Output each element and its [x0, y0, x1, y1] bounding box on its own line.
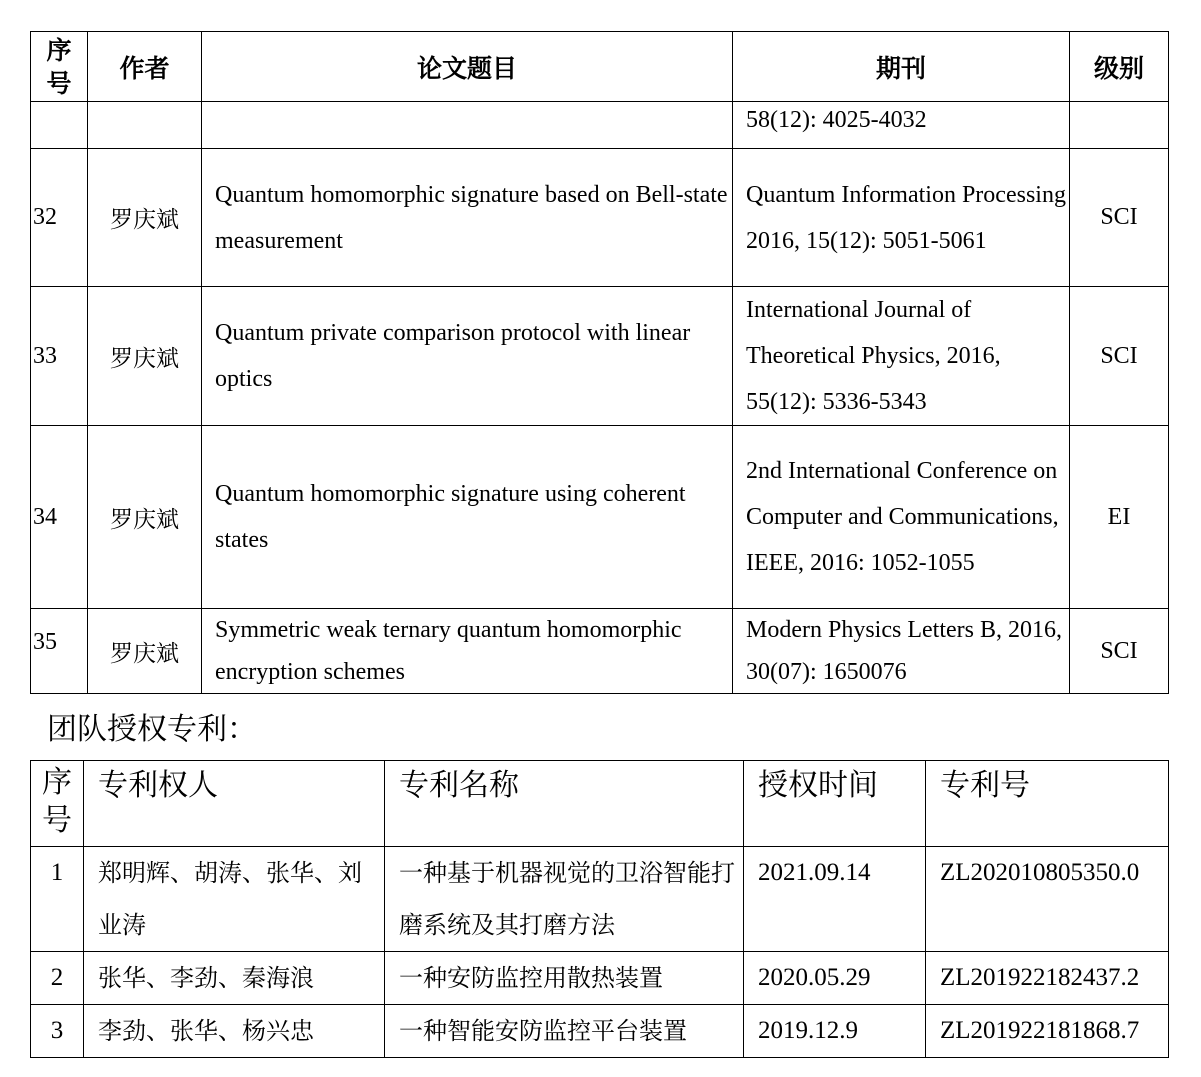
- cell-title: Quantum homomorphic signature based on Bell-state measurement: [202, 149, 733, 287]
- table-row: [31, 847, 1169, 952]
- cell-index: 1: [31, 847, 84, 952]
- cell-level: [1070, 102, 1169, 149]
- cell-name: 一种基于机器视觉的卫浴智能打磨系统及其打磨方法: [385, 847, 744, 952]
- cell-number: ZL201922182437.2: [926, 952, 1169, 1005]
- header-index: 序 号: [31, 32, 88, 102]
- cell-level: SCI: [1070, 609, 1169, 694]
- cell-index: 33: [31, 287, 88, 426]
- table-row: [31, 287, 1169, 426]
- papers-table: [30, 31, 1169, 694]
- cell-number: ZL201922181868.7: [926, 1005, 1169, 1058]
- cell-journal: 2nd International Conference on Computer and Communications, IEEE, 2016: 1052-1055: [733, 426, 1070, 609]
- table-row-continued: [31, 102, 1169, 149]
- header-index: 序 号: [31, 761, 84, 847]
- cell-title: Quantum homomorphic signature using coherent states: [202, 426, 733, 609]
- header-date: 授权时间: [744, 761, 926, 847]
- cell-title: [202, 102, 733, 149]
- cell-index: 34: [31, 426, 88, 609]
- header-holders: 专利权人: [84, 761, 385, 847]
- cell-holders: 郑明辉、胡涛、张华、刘业涛: [84, 847, 385, 952]
- cell-journal: Modern Physics Letters B, 2016, 30(07): 1650076: [733, 609, 1070, 694]
- cell-index: 3: [31, 1005, 84, 1058]
- table-row: [31, 1005, 1169, 1058]
- cell-author: 罗庆斌: [88, 149, 202, 287]
- cell-author: 罗庆斌: [88, 287, 202, 426]
- cell-author: [88, 102, 202, 149]
- cell-journal: 58(12): 4025-4032: [733, 102, 1070, 149]
- cell-index: [31, 102, 88, 149]
- cell-name: 一种智能安防监控平台装置: [385, 1005, 744, 1058]
- table-row: [31, 952, 1169, 1005]
- cell-level: SCI: [1070, 287, 1169, 426]
- header-name: 专利名称: [385, 761, 744, 847]
- patents-table: [30, 760, 1169, 1058]
- cell-number: ZL202010805350.0: [926, 847, 1169, 952]
- cell-journal: Quantum Information Processing 2016, 15(12): 5051-5061: [733, 149, 1070, 287]
- cell-index: 32: [31, 149, 88, 287]
- cell-date: 2021.09.14: [744, 847, 926, 952]
- cell-date: 2019.12.9: [744, 1005, 926, 1058]
- cell-author: 罗庆斌: [88, 609, 202, 694]
- cell-journal: International Journal of Theoretical Physics, 2016, 55(12): 5336-5343: [733, 287, 1070, 426]
- header-level: 级别: [1070, 32, 1169, 102]
- cell-author: 罗庆斌: [88, 426, 202, 609]
- header-title: 论文题目: [202, 32, 733, 102]
- header-number: 专利号: [926, 761, 1169, 847]
- header-journal: 期刊: [733, 32, 1070, 102]
- cell-index: 35: [31, 609, 88, 694]
- cell-holders: 张华、李劲、秦海浪: [84, 952, 385, 1005]
- patents-header-row: [31, 761, 1169, 847]
- cell-title: Symmetric weak ternary quantum homomorphic encryption schemes: [202, 609, 733, 694]
- cell-index: 2: [31, 952, 84, 1005]
- header-author: 作者: [88, 32, 202, 102]
- patents-heading: 团队授权专利：: [47, 712, 257, 747]
- cell-level: EI: [1070, 426, 1169, 609]
- cell-level: SCI: [1070, 149, 1169, 287]
- table-row: [31, 149, 1169, 287]
- table-row: [31, 609, 1169, 694]
- cell-holders: 李劲、张华、杨兴忠: [84, 1005, 385, 1058]
- cell-date: 2020.05.29: [744, 952, 926, 1005]
- table-row: [31, 426, 1169, 609]
- papers-header-row: [31, 32, 1169, 102]
- cell-title: Quantum private comparison protocol with linear optics: [202, 287, 733, 426]
- cell-name: 一种安防监控用散热装置: [385, 952, 744, 1005]
